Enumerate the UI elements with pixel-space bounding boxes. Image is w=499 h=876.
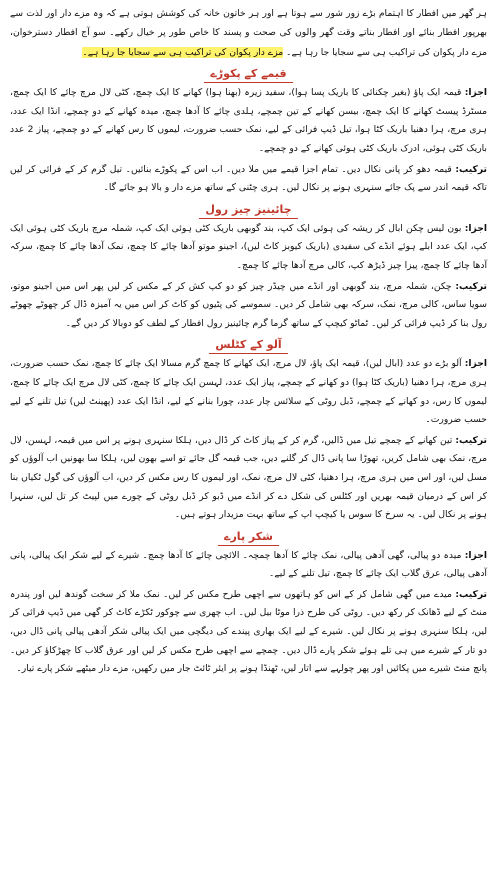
recipe-method (10, 161, 487, 198)
recipe-ingredients (10, 220, 487, 276)
method-text: چکن، شملہ مرچ، بند گوبھی اور انڈے میں چیڈر چیز کو دو کپ کش کر کے مکس کر لیں پھر اس میں اجینو موتو، سویا ساس، کالی مرچ، نمک، سرکہ بھی شامل کر دیں۔ سموسے کی پٹیوں کو کاٹ کر اس میں یہ آمیزہ ڈال کر چھوٹے چھوٹے رول بنا کر ڈیپ فرائی کر لیں۔ ٹماٹو کیچپ کے ساتھ گرما گرم چائینیز رول افطار کے لطف کو دوبالا کر دیں گے۔ (10, 280, 487, 329)
method-text: تین کھانے کے چمچے تیل میں ڈالیں، گرم کر کے پیاز کاٹ کر ڈال دیں، ہلکا سنہری ہونے پر اس میں قیمہ، لہسن، لال مرچ، نمک بھی شامل کریں، تھوڑا سا پانی ڈال کر گلنے دیں، جب قیمہ گل جائے تو اسے بھون لیں، ہلکا سا بھونیں اب آلوؤں کو مسل لیں، اور اس میں ہری مرچ، ہرا دھنیا، کٹی لال مرچ، نمک، اور لیموں کا رس مکس کر دیں، اب آلوؤں کی گول ٹکیاں بنا کر اس کے درمیان قیمہ بھریں اور کٹلس کی شکل دے کر انڈے میں ڈبو کر ڈبل روٹی کے چورے میں لپیٹ کر تل لیں، سنہرا ہونے پر نکال لیں۔ یہ سرخ کا سوس یا کیچپ اپ کے ساتھ بہت مزیدار ہوتے ہیں۔ (10, 434, 487, 521)
recipe-title: آلو کے کٹلس (10, 337, 487, 354)
recipe-method (10, 586, 487, 679)
intro-text: ہر گھر میں افطار کا اہتمام بڑے زور شور سے ہوتا ہے اور ہر خاتون خانہ کی کوشش ہوتی ہے کہ وہ مزے دار اور لذت سے بھرپور افطار بنائے اور افطار بناتے وقت گھر والوں کی صحت و پسند کا خاص طور پر خیال رکھے۔ سو آج افطار دسترخوان، مزے دار پکوان کی تراکیب ہی سے سجایا جا رہا ہے۔ (10, 8, 487, 58)
method-label: ترکیب: (455, 163, 487, 175)
ingredients-text: آلو بڑے دو عدد (ابال لیں)، قیمہ ایک پاؤ، لال مرچ، ایک کھانے کا چمچ گرم مسالا ایک چائے کا چمچ، نمک حسب ضرورت، ہری مرچ، ہرا دھنیا (باریک کٹا ہوا) دو کھانے کے چمچے، پیاز ایک عدد، لہسن ایک چائے کا چمچ، کٹی لال مرچ ایک چائے کا چمچ، لیموں کا رس، دو کھانے کے چمچے، ڈبل روٹی کے سلائس چار عدد، چورا بنانے کے لیے، انڈا ایک عدد (پھینٹ لیں) تیل تلنے کے لیے حسب ضرورت۔ (10, 358, 487, 426)
recipe-title: قیمے کے پکوڑے (10, 66, 487, 83)
recipe-ingredients (10, 547, 487, 584)
intro-paragraph (10, 4, 487, 62)
intro-highlight: مزے دار پکوان کی تراکیب ہی سے سجایا جا رہا ہے۔ (82, 46, 284, 58)
recipe-section (10, 66, 487, 198)
recipe-section (10, 202, 487, 334)
method-text: میدے میں گھی شامل کر کے اس کو ہاتھوں سے اچھی طرح مکس کر لیں۔ نمک ملا کر سخت گوندھ لیں اور پندرہ منٹ کے لیے ڈھانک کر رکھ دیں۔ روٹی کی طرح ذرا موٹا بیل لیں۔ اب چھری سے چوکور ٹکڑے کاٹ کر گھی میں ڈیپ فرائی کر لیں، ہلکا سنہری ہونے پر نکال لیں۔ شیرے کے لیے ایک بھاری پیندے کی دیگچی میں ایک پیالی شکر آدھی پیالی پانی ڈال دیں، دو تار کے شیرے میں ہی تلے ہوئے شکر پارے ڈال دیں۔ چمچے سے اچھی طرح مکس کر لیں اور عرق گلاب کا چھڑکاؤ کر دیں۔ پانچ منٹ شیرے میں پکائیں اور پھر چولہے سے اتار لیں، ٹھنڈا ہونے پر ایئر ٹائٹ جار میں رکھیں، مزے دار میٹھے شکر پارے تیار۔ (10, 588, 487, 675)
method-label: ترکیب: (455, 588, 488, 600)
ingredients-label: اجزا: (464, 222, 487, 234)
recipe-title: شکر پارے (10, 529, 487, 546)
ingredients-label: اجزا: (464, 358, 487, 370)
ingredients-text: بون لیس چکن ابال کر ریشہ کی ہوئی ایک کپ، بند گوبھی باریک کٹی ہوئی ایک کپ، شملہ مرچ باریک کٹی ہوئی ایک کپ، ایک عدد ابلے ہوئے انڈے کی سفیدی (باریک کیوبز کاٹ لیں)، اجینو موتو آدھا چائے کا چمچ، نمک آدھا چائے کا چمچ، سرکہ آدھا چائے کا چمچ، پیزا چیز ڈیڑھ کپ، کالی مرچ آدھا چائے کا چمچ۔ (10, 222, 487, 271)
recipe-method (10, 278, 487, 334)
recipe-section (10, 337, 487, 524)
recipe-section (10, 529, 487, 679)
ingredients-label: اجزا: (464, 87, 487, 99)
ingredients-text: قیمہ ایک پاؤ (بغیر چکنائی کا باریک پسا ہوا)، سفید زیرہ (بھنا ہوا) کھانے کا ایک چمچ، کٹی لال مرچ چائے کا ایک چمچ، مسٹرڈ پیسٹ کھانے کا ایک چمچ، بیسن کھانے کے تین چمچے، ہلدی چائے کا آدھا چمچ، میدہ کھانے کے دو چمچے، انڈا ایک عدد، ہری مرچ، ہرا دھنیا باریک کٹا ہوا، تیل ڈیپ فرائی کے لیے، نمک حسب ضرورت، لیموں کا رس کھانے کے دو چمچے، پیاز 2 عدد باریک کٹی ہوئی، ادرک باریک کٹی ہوئی کھانے کے دو چمچے۔ (10, 87, 487, 154)
method-text: قیمہ دھو کر پانی نکال دیں۔ تمام اجزا قیمے میں ملا دیں۔ اب اس کے پکوڑے بنائیں۔ تیل گرم کر کے فرائی کر لیں تاکہ قیمہ اندر سے پک جائے سنہری ہونے پر نکال لیں۔ ہری چٹنی کے ساتھ مزے دار و بالا ہو جائے گا۔ (10, 163, 487, 194)
recipe-ingredients (10, 84, 487, 158)
ingredients-label: اجزا: (464, 549, 487, 561)
recipe-title: چائینیز چیز رول (10, 202, 487, 219)
recipe-ingredients (10, 355, 487, 429)
method-label: ترکیب: (455, 280, 487, 292)
method-label: ترکیب: (455, 434, 487, 446)
ingredients-text: میدہ دو پیالی، گھی آدھی پیالی، نمک چائے کا آدھا چمچہ۔ الائچی چائے کا آدھا چمچ۔ شیرے کے لیے شکر ایک پیالی، پانی آدھی پیالی، عرق گلاب ایک چائے کا چمچ، تیل تلنے کے لیے۔ (10, 549, 487, 580)
recipe-method (10, 432, 487, 525)
